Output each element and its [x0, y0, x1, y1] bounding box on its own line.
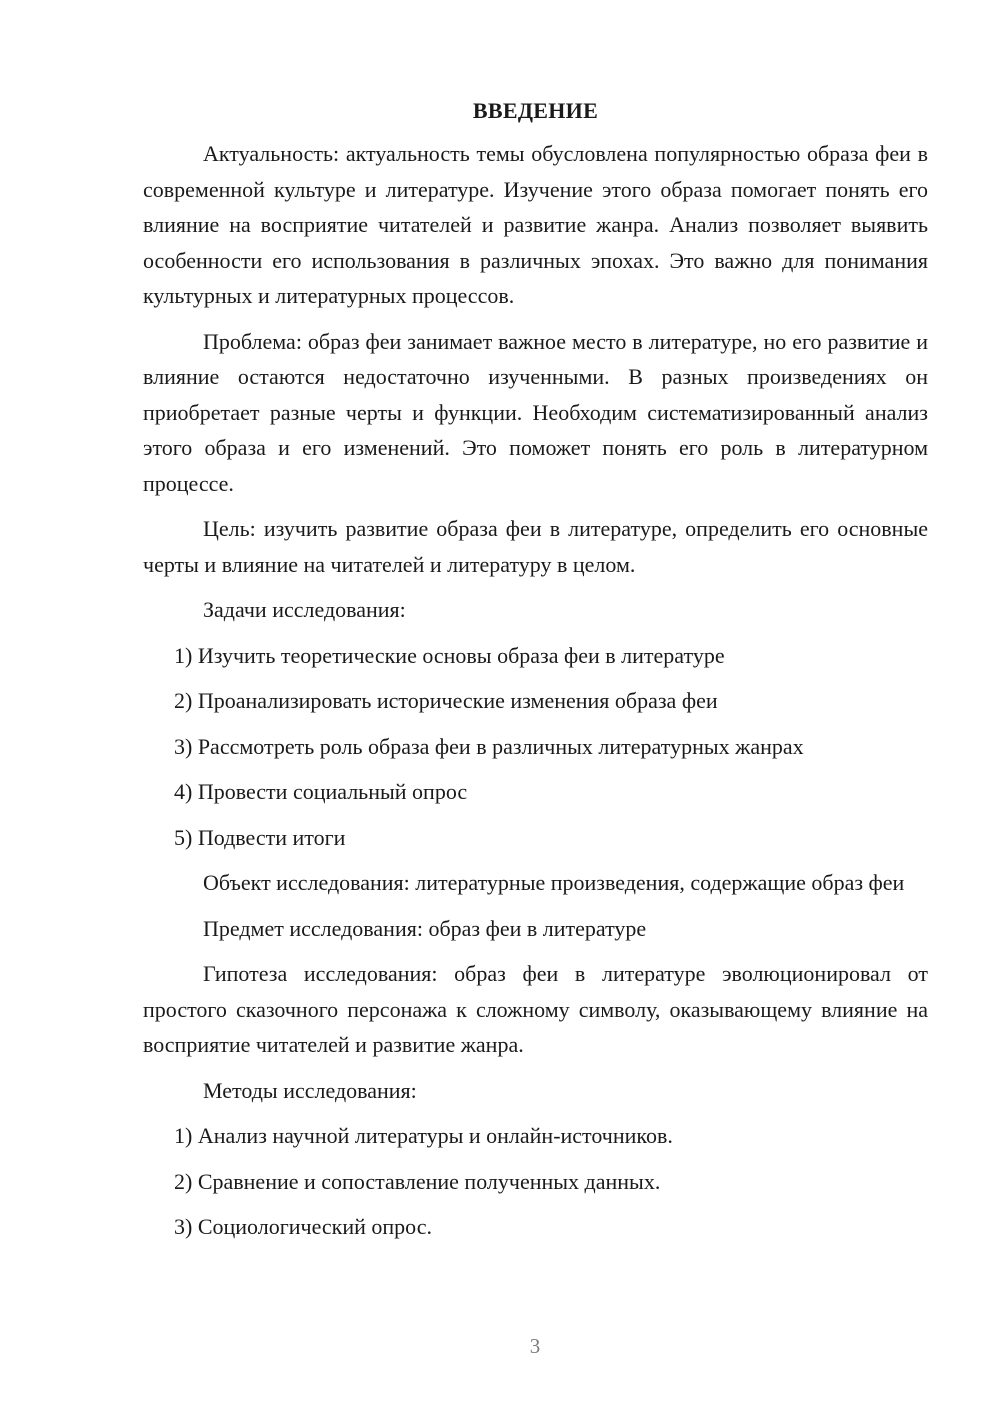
hypothesis-paragraph: Гипотеза исследования: образ феи в литературе эволюционировал от простого сказочного персонажа к сложному символу, оказывающему влияние на восприятие читателей и развитие жанра.	[143, 961, 928, 1057]
list-item: 5) Подвести итоги	[174, 824, 346, 850]
problem-paragraph: Проблема: образ феи занимает важное место в литературе, но его развитие и влияние остаются недостаточно изученными. В разных произведениях он приобретает разные черты и функции. Необходим систематизированный анализ этого образа и его изменений. Это поможет понять его роль в литературном процессе.	[143, 328, 928, 496]
list-item: 1) Анализ научной литературы и онлайн-источников.	[174, 1123, 673, 1148]
list-item: 3) Рассмотреть роль образа феи в различных литературных жанрах	[174, 733, 804, 759]
list-item: 4) Провести социальный опрос	[174, 779, 468, 804]
page-title: ВВЕДЕНИЕ	[472, 98, 599, 123]
list-item: 2) Сравнение и сопоставление полученных данных.	[174, 1168, 661, 1194]
object-paragraph: Объект исследования: литературные произведения, содержащие образ феи	[203, 870, 905, 895]
methods-list	[143, 1118, 928, 1245]
tasks-list	[143, 638, 928, 856]
relevance-paragraph: Актуальность: актуальность темы обусловлена популярностью образа феи в современной культуре и литературе. Изучение этого образа помогает понять его влияние на восприятие читателей и развитие жанра. Анализ позволяет выявить особенности его использования в различных эпохах. Это важно для понимания культурных и литературных процессов.	[143, 141, 928, 308]
page-number: 3	[529, 1334, 541, 1358]
list-item: 3) Социологический опрос.	[174, 1214, 432, 1239]
subject-paragraph: Предмет исследования: образ феи в литературе	[203, 915, 647, 941]
list-item: 2) Проанализировать исторические изменения образа феи	[174, 688, 718, 713]
goal-paragraph: Цель: изучить развитие образа феи в литературе, определить его основные черты и влияние на читателей и литературу в целом.	[143, 516, 928, 577]
document-page	[143, 96, 928, 1255]
tasks-heading: Задачи исследования:	[203, 597, 406, 622]
list-item: 1) Изучить теоретические основы образа феи в литературе	[174, 642, 725, 668]
methods-heading: Методы исследования:	[203, 1077, 417, 1103]
